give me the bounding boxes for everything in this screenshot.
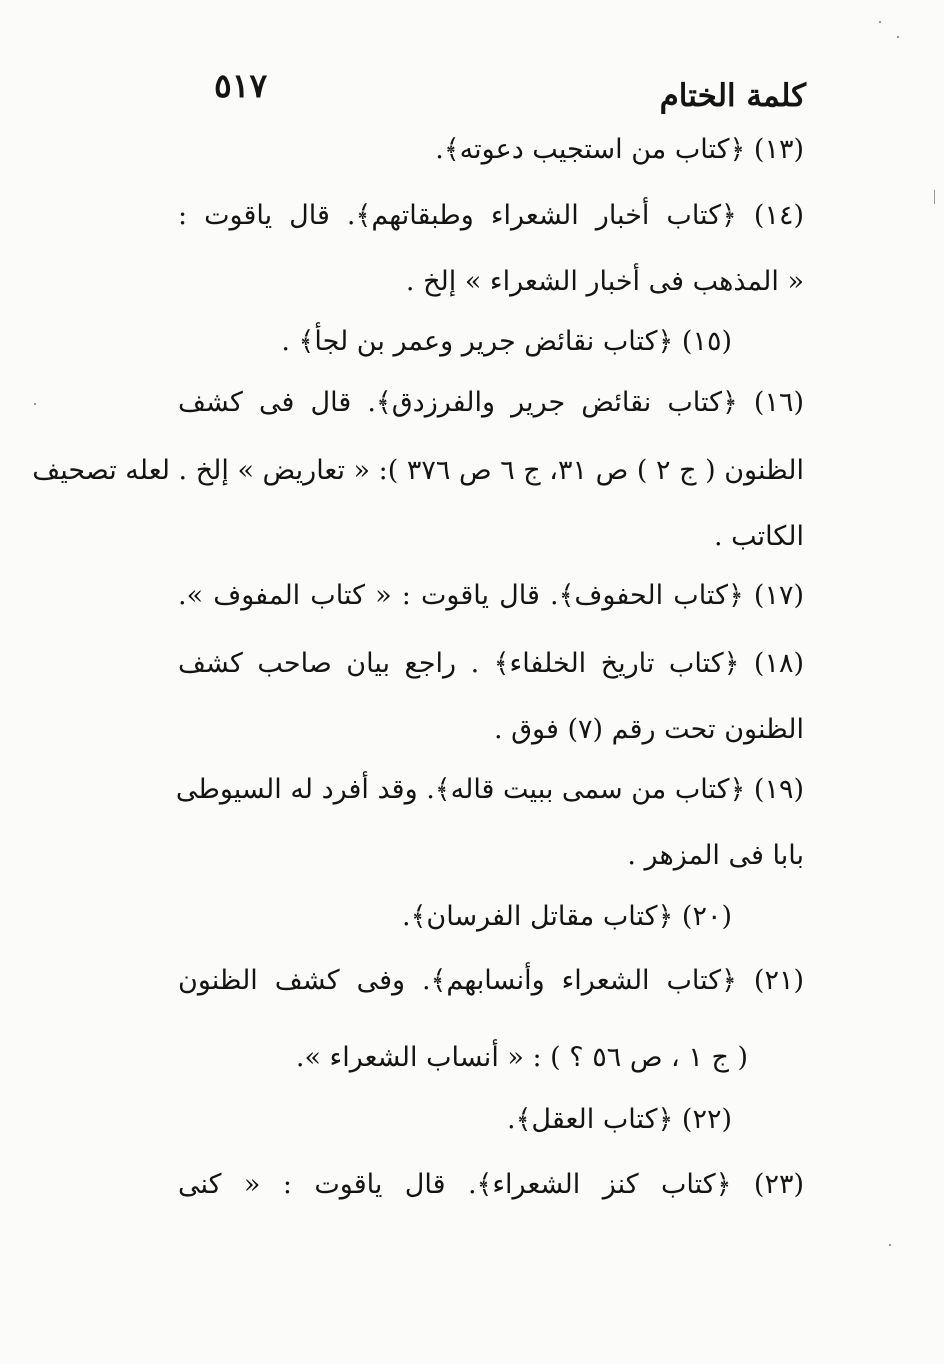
text-line-13: (١٣) ﴿كتاب من استجيب دعوته﴾. <box>435 134 804 165</box>
text-line-22: (٢٢) ﴿كتاب العقل﴾. <box>507 1104 732 1135</box>
running-header-title: كلمة الختام <box>659 78 806 114</box>
page-number: ٥١٧ <box>214 66 268 105</box>
text-line-23: (٢٣) ﴿كتاب كنز الشعراء﴾. قال ياقوت : « كنى <box>178 1169 804 1200</box>
text-line-18-cont: الظنون تحت رقم (٧) فوق . <box>493 714 804 745</box>
text-line-17: (١٧) ﴿كتاب الحفوف﴾. قال ياقوت : « كتاب المفوف ». <box>178 580 804 611</box>
text-line-16: (١٦) ﴿كتاب نقائض جرير والفرزدق﴾. قال فى كشف <box>178 387 804 418</box>
scan-speck <box>897 36 899 38</box>
text-line-19-cont: بابا فى المزهر . <box>627 840 804 871</box>
text-line-16-end: الكاتب . <box>713 521 804 552</box>
scan-speck <box>889 1244 891 1246</box>
text-line-16-cont: الظنون ( ج ٢ ) ص ٣١، ج ٦ ص ٣٧٦ ): « تعاريض » إلخ . لعله تصحيف <box>32 455 804 486</box>
text-line-15: (١٥) ﴿كتاب نقائض جرير وعمر بن لجأ﴾ . <box>281 326 732 357</box>
text-line-19: (١٩) ﴿كتاب من سمى ببيت قاله﴾. وقد أفرد له السيوطى <box>175 774 804 805</box>
text-line-14-cont: « المذهب فى أخبار الشعراء » إلخ . <box>405 266 804 297</box>
scan-speck <box>879 21 881 23</box>
scan-edge-mark <box>934 190 935 204</box>
text-line-20: (٢٠) ﴿كتاب مقاتل الفرسان﴾. <box>402 901 732 932</box>
text-line-21: (٢١) ﴿كتاب الشعراء وأنسابهم﴾. وفى كشف الظنون <box>178 965 804 996</box>
text-line-14: (١٤) ﴿كتاب أخبار الشعراء وطبقاتهم﴾. قال ياقوت : <box>178 200 804 231</box>
text-line-21-cont: ( ج ١ ، ص ٥٦ ؟ ) : « أنساب الشعراء ». <box>295 1042 748 1073</box>
text-line-18: (١٨) ﴿كتاب تاريخ الخلفاء﴾ . راجع بيان صاحب كشف <box>178 648 804 679</box>
scan-speck <box>34 403 36 405</box>
